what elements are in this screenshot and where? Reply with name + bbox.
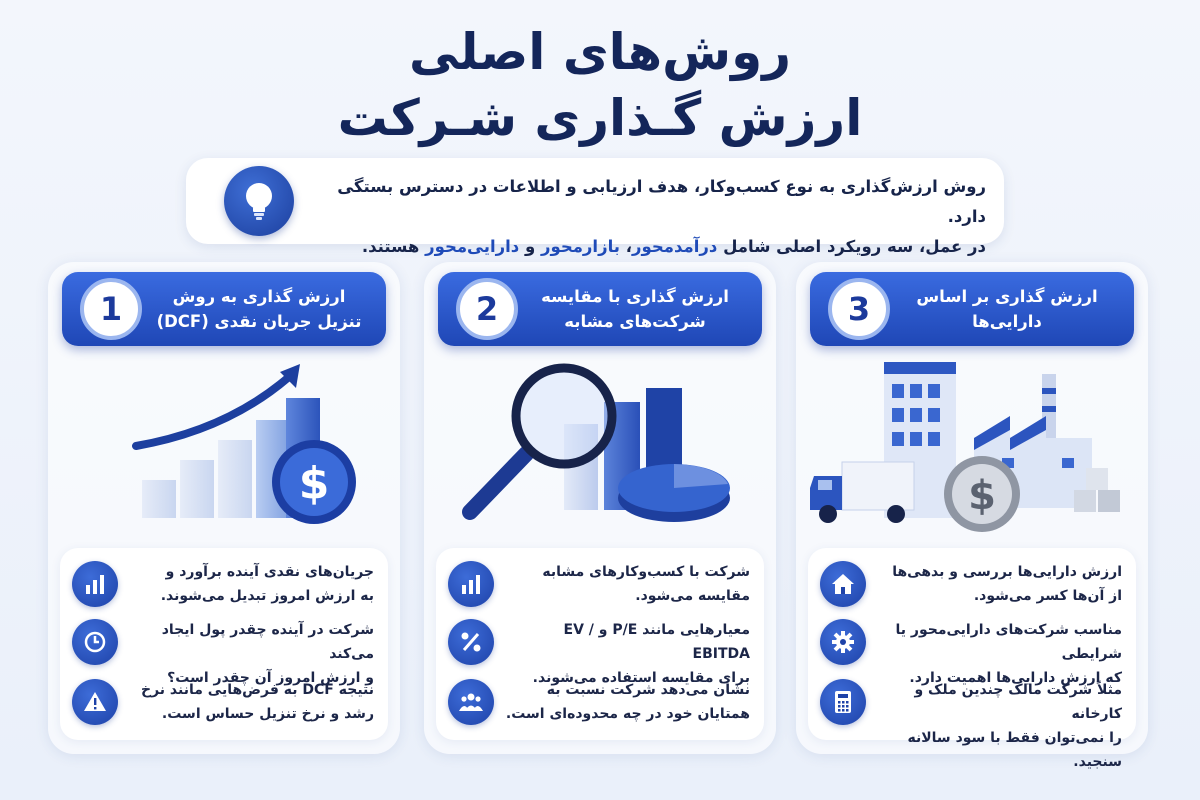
intro-sep-1: ، xyxy=(619,237,632,256)
item-text xyxy=(128,678,374,726)
calculator-icon xyxy=(820,679,866,725)
lightbulb-icon xyxy=(224,166,294,236)
warning-icon xyxy=(72,679,118,725)
card-title-line-1: ارزش گذاری به روش xyxy=(172,287,346,306)
card-title xyxy=(892,284,1122,334)
card-title-line-2: شرکت‌های مشابه xyxy=(564,312,706,331)
item-line-1: نشان می‌دهد شرکت نسبت به xyxy=(546,682,750,698)
list-item xyxy=(436,556,764,612)
card-number: 2 xyxy=(456,278,518,340)
truck-icon xyxy=(810,462,914,523)
card-items xyxy=(60,548,388,740)
item-line-2: از آن‌ها کسر می‌شود. xyxy=(973,588,1122,604)
card-number: 3 xyxy=(828,278,890,340)
item-line-1: مناسب شرکت‌های دارایی‌محور یا شرایطی xyxy=(895,622,1122,662)
house-icon xyxy=(820,561,866,607)
item-line-2: مقایسه می‌شود. xyxy=(635,588,750,604)
item-line-1: شرکت در آینده چقدر پول ایجاد می‌کند xyxy=(161,622,374,662)
card-title-line-2: تنزیل جریان نقدی (DCF) xyxy=(156,312,362,331)
intro-line-2-prefix: در عمل، سه رویکرد اصلی شامل xyxy=(717,237,986,256)
item-line-2: را نمی‌توان فقط با سود سالانه سنجید. xyxy=(907,730,1122,770)
item-text xyxy=(876,678,1122,774)
svg-text:$: $ xyxy=(298,458,330,509)
list-item xyxy=(436,674,764,730)
growth-bar xyxy=(142,480,176,518)
list-item xyxy=(808,614,1136,686)
card-dcf xyxy=(48,262,400,754)
intro-line-1: روش ارزش‌گذاری به نوع کسب‌وکار، هدف ارزیابی و اطلاعات در دسترس بستگی دارد. xyxy=(337,177,986,226)
item-line-2: که ارزش دارایی‌ها اهمیت دارد. xyxy=(909,670,1122,686)
list-item xyxy=(436,614,764,686)
item-text xyxy=(128,560,374,608)
item-line-1: مثلاً شرکت مالک چندین ملک و کارخانه xyxy=(914,682,1122,722)
card-items xyxy=(808,548,1136,770)
card-header xyxy=(810,272,1134,346)
keyword-asset: دارایی‌محور xyxy=(425,237,520,256)
item-line-2: به ارزش امروز تبدیل می‌شوند. xyxy=(160,588,374,604)
card-header xyxy=(438,272,762,346)
card-title-line-1: ارزش گذاری بر اساس xyxy=(916,287,1098,306)
intro-sep-2: و xyxy=(519,237,541,256)
intro-line-2 xyxy=(306,232,986,262)
card-header xyxy=(62,272,386,346)
card-title xyxy=(520,284,750,334)
list-item xyxy=(60,674,388,730)
item-line-2: و ارزش امروز آن چقدر است؟ xyxy=(167,670,374,686)
growth-chart-illustration xyxy=(58,358,390,534)
intro-text xyxy=(306,172,986,262)
gear-icon xyxy=(820,619,866,665)
clock-icon xyxy=(72,619,118,665)
card-title-line-1: ارزش گذاری با مقایسه xyxy=(541,287,729,306)
item-text xyxy=(504,560,750,608)
card-number: 1 xyxy=(80,278,142,340)
percent-icon xyxy=(448,619,494,665)
item-line-1: جریان‌های نقدی آینده برآورد و xyxy=(165,564,374,580)
svg-text:$: $ xyxy=(968,473,996,519)
dollar-coin-icon xyxy=(944,456,1020,532)
keyword-income: درآمدمحور xyxy=(632,237,718,256)
magnifier-chart-illustration xyxy=(434,358,766,534)
assets-illustration xyxy=(806,358,1138,534)
bar-chart-icon xyxy=(72,561,118,607)
bar-chart-icon xyxy=(448,561,494,607)
list-item xyxy=(808,674,1136,770)
card-items xyxy=(436,548,764,740)
people-icon xyxy=(448,679,494,725)
item-line-2: همتایان خود در چه محدوده‌ای است. xyxy=(505,706,750,722)
item-line-1: ارزش دارایی‌ها بررسی و بدهی‌ها xyxy=(892,564,1122,580)
card-title xyxy=(144,284,374,334)
intro-box xyxy=(186,158,1004,256)
item-line-2: رشد و نرخ تنزیل حساس است. xyxy=(161,706,374,722)
item-line-1: شرکت با کسب‌وکارهای مشابه xyxy=(542,564,750,580)
item-line-1: نتیجه DCF به فرض‌هایی مانند نرخ xyxy=(141,682,374,698)
pie-chart-icon xyxy=(618,464,730,522)
growth-bar xyxy=(218,440,252,518)
keyword-market: بازارمحور xyxy=(540,237,620,256)
card-comparables xyxy=(424,262,776,754)
list-item xyxy=(60,614,388,686)
card-asset-based xyxy=(796,262,1148,770)
item-line-1: معیارهایی مانند P/E و EV / EBITDA xyxy=(563,622,750,662)
growth-bar xyxy=(180,460,214,518)
list-item xyxy=(60,556,388,612)
dollar-coin-icon xyxy=(272,440,356,524)
item-text xyxy=(876,560,1122,608)
page-title-line-1: روش‌های اصلی xyxy=(409,23,791,81)
intro-line-2-suffix: هستند. xyxy=(361,237,426,256)
item-text xyxy=(504,678,750,726)
page-title-line-2: ارزش گـذاری شـرکت xyxy=(337,89,863,147)
card-title-line-2: دارایی‌ها xyxy=(972,312,1042,331)
item-line-2: برای مقایسه استفاده می‌شوند. xyxy=(532,670,750,686)
list-item xyxy=(808,556,1136,612)
